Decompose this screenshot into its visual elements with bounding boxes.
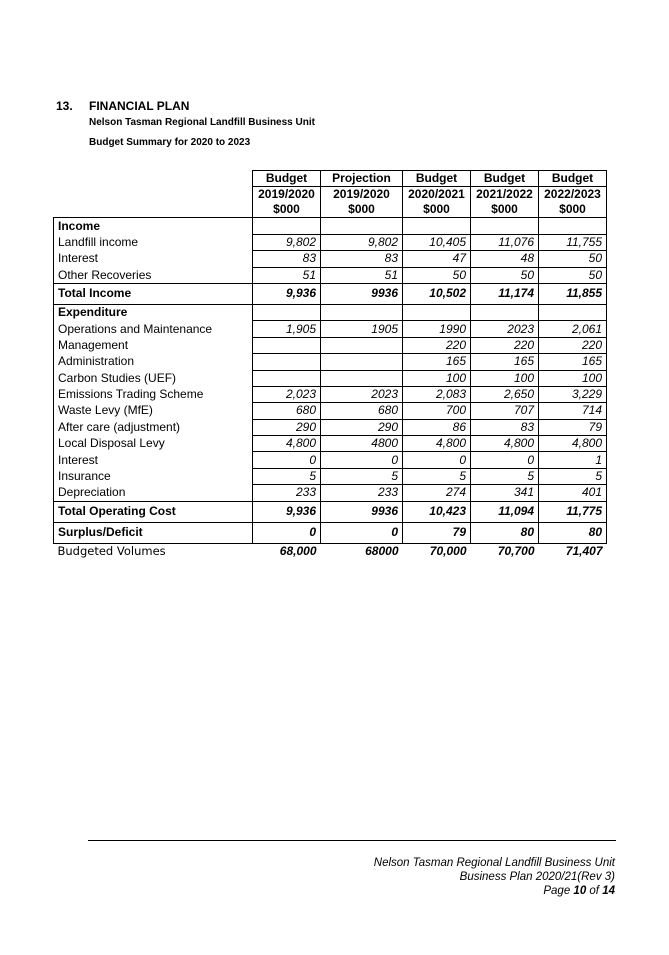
row-value: 0 <box>321 522 403 543</box>
table-row <box>54 485 607 501</box>
row-value <box>403 218 471 234</box>
table-row <box>54 386 607 402</box>
footer-unit-name: Nelson Tasman Regional Landfill Business Unit <box>373 857 615 869</box>
row-value: 4,800 <box>471 436 539 452</box>
row-value: 290 <box>321 419 403 435</box>
row-value: 165 <box>539 354 607 370</box>
row-value: 5 <box>471 468 539 484</box>
row-value <box>403 304 471 320</box>
row-value <box>321 304 403 320</box>
row-value: 165 <box>403 354 471 370</box>
table-row <box>54 436 607 452</box>
row-value: 100 <box>539 370 607 386</box>
row-value: 9,936 <box>253 501 321 522</box>
table-row <box>54 403 607 419</box>
row-value: 10,405 <box>403 234 471 250</box>
row-value: 341 <box>471 485 539 501</box>
row-value <box>253 218 321 234</box>
row-value: 100 <box>471 370 539 386</box>
page-current: 10 <box>573 885 587 897</box>
row-label: Budgeted Volumes <box>57 543 166 558</box>
row-value: 0 <box>471 452 539 468</box>
row-value: 220 <box>403 337 471 353</box>
row-value <box>321 370 403 386</box>
row-value: 50 <box>539 267 607 283</box>
table-row <box>54 234 607 250</box>
row-value: 2,083 <box>403 386 471 402</box>
section-title: FINANCIAL PLAN <box>89 99 190 113</box>
row-value: 4,800 <box>253 436 321 452</box>
table-row <box>54 522 607 543</box>
row-value: 11,174 <box>471 283 539 304</box>
row-value: 4800 <box>321 436 403 452</box>
row-value: 9,802 <box>253 234 321 250</box>
row-value: 1905 <box>321 321 403 337</box>
row-value: 71,407 <box>565 543 603 558</box>
row-value: 714 <box>539 403 607 419</box>
row-label: Interest <box>54 251 253 267</box>
row-value: 68000 <box>365 543 399 558</box>
row-value: 47 <box>403 251 471 267</box>
row-value: 680 <box>321 403 403 419</box>
table-row <box>54 304 607 320</box>
column-period-header <box>471 187 539 218</box>
table-row <box>54 283 607 304</box>
row-value <box>321 354 403 370</box>
row-value: 1 <box>539 452 607 468</box>
row-value <box>471 218 539 234</box>
table-row <box>54 370 607 386</box>
business-unit-subtitle: Nelson Tasman Regional Landfill Business Unit <box>89 117 315 128</box>
table-row <box>54 251 607 267</box>
row-value: 9,802 <box>321 234 403 250</box>
row-label: Landfill income <box>54 234 253 250</box>
row-value: 83 <box>321 251 403 267</box>
row-value: 5 <box>321 468 403 484</box>
column-unit: $000 <box>423 202 450 217</box>
column-header: Budget <box>471 171 539 187</box>
row-value <box>471 304 539 320</box>
section-heading <box>56 99 189 113</box>
column-period-header <box>321 187 403 218</box>
column-year: 2022/2023 <box>544 187 601 202</box>
row-value: 11,855 <box>539 283 607 304</box>
row-label: Emissions Trading Scheme <box>54 386 253 402</box>
column-year: 2019/2020 <box>333 187 390 202</box>
row-value <box>253 304 321 320</box>
row-value: 11,076 <box>471 234 539 250</box>
row-value: 700 <box>403 403 471 419</box>
column-year: 2020/2021 <box>408 187 465 202</box>
row-value: 233 <box>253 485 321 501</box>
row-value: 10,502 <box>403 283 471 304</box>
row-label: Management <box>54 337 253 353</box>
row-value: 220 <box>539 337 607 353</box>
row-value: 0 <box>321 452 403 468</box>
footer-page-number <box>374 884 615 898</box>
row-value: 0 <box>253 522 321 543</box>
row-label: After care (adjustment) <box>54 419 253 435</box>
table-row <box>54 337 607 353</box>
table-row <box>54 468 607 484</box>
column-header: Projection <box>321 171 403 187</box>
row-value: 79 <box>403 522 471 543</box>
row-value: 79 <box>539 419 607 435</box>
column-period-header <box>403 187 471 218</box>
column-unit: $000 <box>491 202 518 217</box>
row-value: 11,094 <box>471 501 539 522</box>
row-label: Income <box>54 218 253 234</box>
row-value: 2,650 <box>471 386 539 402</box>
column-period-header <box>539 187 607 218</box>
row-value: 220 <box>471 337 539 353</box>
row-value: 100 <box>403 370 471 386</box>
row-label: Expenditure <box>54 304 253 320</box>
header-corner-cell <box>54 187 253 218</box>
row-value: 1,905 <box>253 321 321 337</box>
table-row <box>54 267 607 283</box>
row-value <box>321 337 403 353</box>
row-value: 48 <box>471 251 539 267</box>
section-number: 13. <box>56 99 73 113</box>
column-unit: $000 <box>559 202 586 217</box>
row-value: 11,775 <box>539 501 607 522</box>
row-value: 5 <box>403 468 471 484</box>
column-year: 2019/2020 <box>258 187 315 202</box>
row-value <box>253 337 321 353</box>
page-prefix: Page <box>543 885 574 897</box>
row-value: 707 <box>471 403 539 419</box>
header-corner-cell <box>54 171 253 187</box>
column-period-header <box>253 187 321 218</box>
table-row <box>54 543 607 559</box>
row-value: 9,936 <box>253 283 321 304</box>
row-label: Surplus/Deficit <box>54 522 253 543</box>
row-value: 4,800 <box>403 436 471 452</box>
page-footer <box>374 856 615 898</box>
row-value: 2,023 <box>253 386 321 402</box>
column-header: Budget <box>253 171 321 187</box>
column-header: Budget <box>539 171 607 187</box>
row-value: 0 <box>403 452 471 468</box>
row-value: 50 <box>471 267 539 283</box>
row-value: 0 <box>253 452 321 468</box>
row-label: Other Recoveries <box>54 267 253 283</box>
row-label: Insurance <box>54 468 253 484</box>
row-label: Carbon Studies (UEF) <box>54 370 253 386</box>
footer-divider <box>88 840 616 841</box>
row-value: 4,800 <box>539 436 607 452</box>
footer-plan-name: Business Plan 2020/21(Rev 3) <box>459 871 615 883</box>
row-value: 68,000 <box>279 543 317 558</box>
row-value: 10,423 <box>403 501 471 522</box>
page-of: of <box>586 885 603 897</box>
row-label: Total Operating Cost <box>54 501 253 522</box>
row-value: 2,061 <box>539 321 607 337</box>
row-value <box>253 370 321 386</box>
row-value: 50 <box>539 251 607 267</box>
row-value: 9936 <box>321 501 403 522</box>
row-value: 11,755 <box>539 234 607 250</box>
row-value: 86 <box>403 419 471 435</box>
row-value: 3,229 <box>539 386 607 402</box>
row-value <box>253 354 321 370</box>
table-row <box>54 354 607 370</box>
budget-summary-table <box>53 170 607 559</box>
row-label: Total Income <box>54 283 253 304</box>
row-value: 51 <box>321 267 403 283</box>
table-row <box>54 452 607 468</box>
table-row <box>54 419 607 435</box>
row-value: 233 <box>321 485 403 501</box>
row-value: 1990 <box>403 321 471 337</box>
row-value: 2023 <box>471 321 539 337</box>
row-value: 70,700 <box>497 543 535 558</box>
row-value: 2023 <box>321 386 403 402</box>
row-label: Interest <box>54 452 253 468</box>
column-unit: $000 <box>273 202 300 217</box>
row-value <box>539 218 607 234</box>
row-value: 680 <box>253 403 321 419</box>
row-value: 290 <box>253 419 321 435</box>
row-value: 51 <box>253 267 321 283</box>
row-value: 80 <box>539 522 607 543</box>
budget-summary-subtitle: Budget Summary for 2020 to 2023 <box>89 137 251 148</box>
row-label: Local Disposal Levy <box>54 436 253 452</box>
row-value <box>321 218 403 234</box>
row-value: 83 <box>253 251 321 267</box>
table-header-row <box>54 187 607 218</box>
row-label: Depreciation <box>54 485 253 501</box>
row-label: Waste Levy (MfE) <box>54 403 253 419</box>
row-label: Administration <box>54 354 253 370</box>
table-header-row <box>54 171 607 187</box>
row-value: 83 <box>471 419 539 435</box>
row-value: 80 <box>471 522 539 543</box>
row-value: 401 <box>539 485 607 501</box>
table-row <box>54 218 607 234</box>
row-value: 9936 <box>321 283 403 304</box>
column-header: Budget <box>403 171 471 187</box>
table-row <box>54 501 607 522</box>
row-value <box>539 304 607 320</box>
row-value: 50 <box>403 267 471 283</box>
column-unit: $000 <box>348 202 375 217</box>
row-value: 70,000 <box>429 543 467 558</box>
table-row <box>54 321 607 337</box>
row-value: 5 <box>539 468 607 484</box>
row-value: 5 <box>253 468 321 484</box>
row-label: Operations and Maintenance <box>54 321 253 337</box>
page-total: 14 <box>602 885 615 897</box>
row-value: 165 <box>471 354 539 370</box>
row-value: 274 <box>403 485 471 501</box>
column-year: 2021/2022 <box>476 187 533 202</box>
